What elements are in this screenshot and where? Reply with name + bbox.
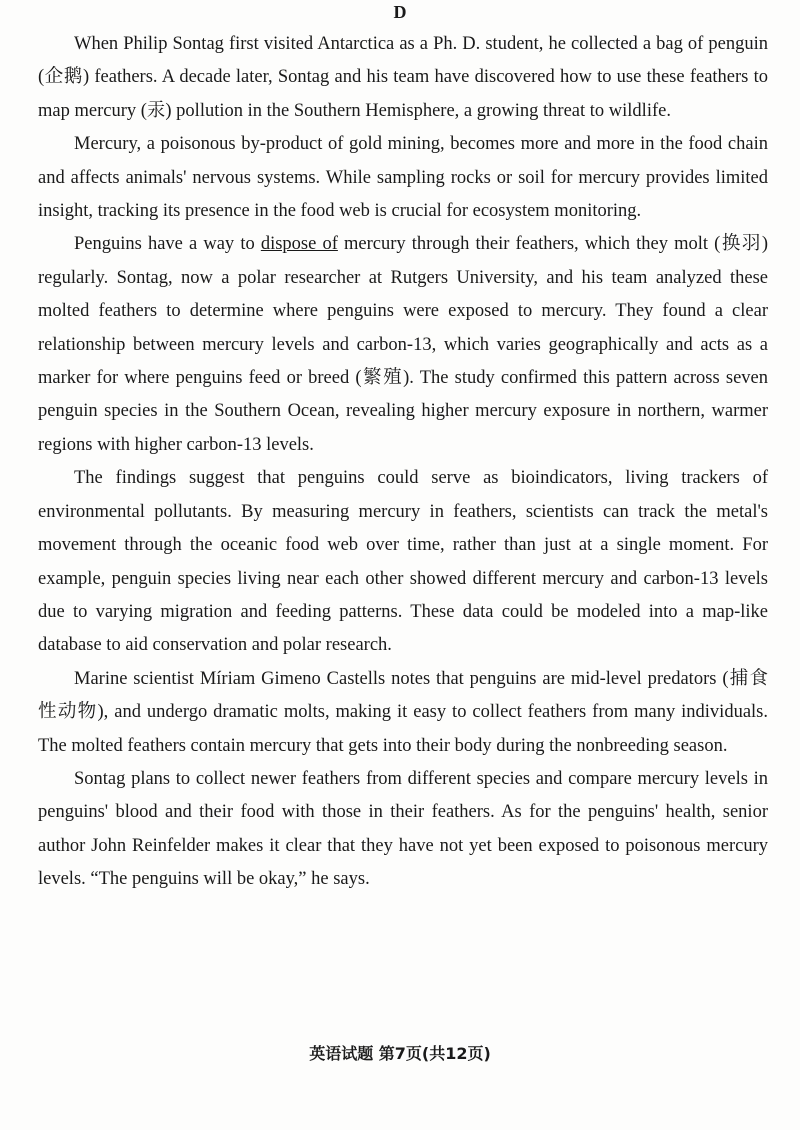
paragraph-2: Mercury, a poisonous by-product of gold mining, becomes more and more in the food chain and affects animals' nervous systems. While sampling rocks or soil for mercury provides limited insight, tracking its presence in the food web is crucial for ecosystem monitoring. (38, 134, 768, 222)
page-footer: 英语试题 第7页(共12页) (309, 1044, 491, 1063)
paragraph-5: Marine scientist Míriam Gimeno Castells notes that penguins are mid-level predators (捕食性动物), and undergo dramatic molts, making it easy to collect feathers from many individuals. The molted feathers contain mercury that gets into their body during the nonbreeding season. (38, 668, 768, 756)
paragraph-3-rest: mercury through their feathers, which they molt (换羽) regularly. Sontag, now a polar researcher at Rutgers University, and his team analyzed these molted feathers to determine where penguins were exposed to mercury. They found a clear relationship between mercury levels and carbon-13, which varies geographically and acts as a marker for where penguins feed or breed (繁殖). The study confirmed this pattern across seven penguin species in the Southern Ocean, revealing higher mercury exposure in northern, warmer regions with higher carbon-13 levels. (38, 234, 768, 455)
section-letter: D (393, 2, 407, 22)
paragraph-4: The findings suggest that penguins could serve as bioindicators, living trackers of environmental pollutants. By measuring mercury in feathers, scientists can track the metal's movement through the oceanic food web over time, rather than just at a single moment. For example, penguin species living near each other showed different mercury and carbon-13 levels due to varying migration and feeding patterns. These data could be modeled into a map-like database to aid conservation and polar research. (38, 468, 768, 656)
paragraph-1: When Philip Sontag first visited Antarctica as a Ph. D. student, he collected a bag of penguin (企鹅) feathers. A decade later, Sontag and his team have discovered how to use these feathers to map mercury (汞) pollution in the Southern Hemisphere, a growing threat to wildlife. (38, 34, 768, 121)
underlined-phrase: dispose of (260, 234, 338, 255)
paragraph-3 (38, 228, 768, 462)
reading-passage (38, 28, 768, 897)
paragraph-6: Sontag plans to collect newer feathers from different species and compare mercury levels in penguins' blood and their food with those in their feathers. As for the penguins' health, senior author John Reinfelder makes it clear that they have not yet been exposed to poisonous mercury levels. “The penguins will be okay,” he says. (38, 768, 768, 890)
paragraph-3-start: Penguins have a way to (74, 234, 261, 255)
